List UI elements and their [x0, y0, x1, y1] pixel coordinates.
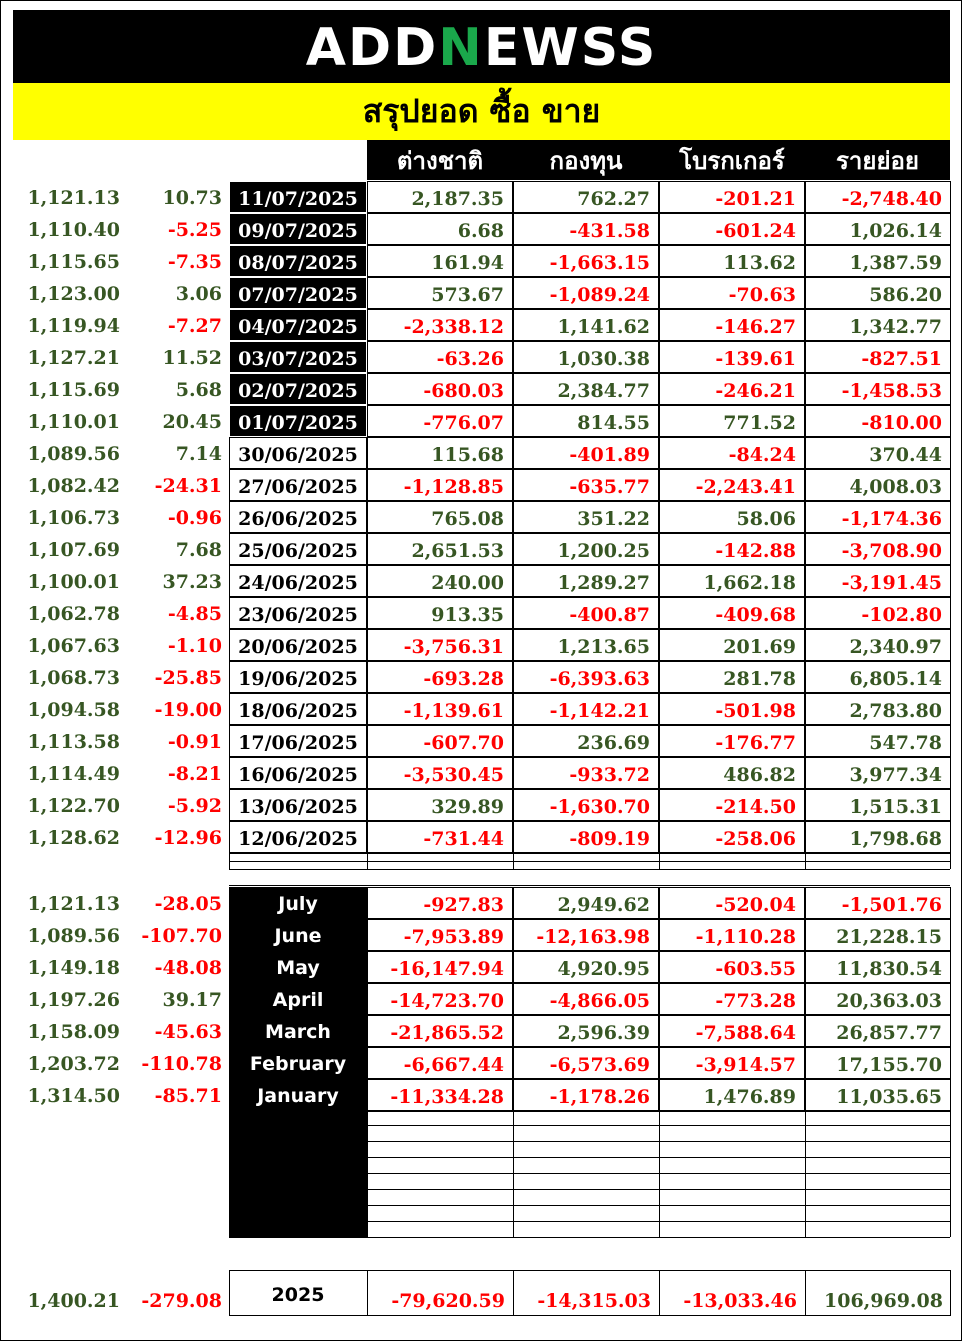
month-label: April [229, 983, 367, 1015]
grid-line [950, 1111, 951, 1237]
foreign-value: 161.94 [367, 245, 513, 277]
change-value: 10.73 [162, 187, 222, 209]
foreign-value: -3,530.45 [367, 757, 513, 789]
month-label: January [229, 1079, 367, 1111]
foreign-value: -1,128.85 [367, 469, 513, 501]
index-value: 1,062.78 [27, 603, 120, 625]
table-row [0, 405, 964, 437]
retail-value: 2,340.97 [805, 629, 951, 661]
foreign-value: -14,723.70 [367, 983, 513, 1015]
retail-value: -810.00 [805, 405, 951, 437]
foreign-value: -7,953.89 [367, 919, 513, 951]
fund-value: 2,384.77 [513, 373, 659, 405]
retail-value: 6,805.14 [805, 661, 951, 693]
change-value: -7.27 [167, 315, 222, 337]
change-value: -0.96 [167, 507, 222, 529]
date-cell: 19/06/2025 [229, 661, 367, 693]
index-value: 1,203.72 [27, 1053, 120, 1075]
change-value: -8.21 [167, 763, 222, 785]
table-row [0, 1047, 964, 1079]
foreign-value: 6.68 [367, 213, 513, 245]
spacer-line [659, 853, 660, 869]
index-value: 1,121.13 [27, 187, 120, 209]
change-value: -28.05 [154, 893, 222, 915]
monthly-top-line [229, 885, 950, 886]
fund-value: 1,200.25 [513, 533, 659, 565]
table-row [0, 983, 964, 1015]
broker-value: -84.24 [659, 437, 805, 469]
retail-value: 1,342.77 [805, 309, 951, 341]
spacer-line [950, 853, 951, 869]
date-cell: 09/07/2025 [229, 213, 367, 245]
broker-value: -7,588.64 [659, 1015, 805, 1047]
broker-value: -501.98 [659, 693, 805, 725]
fund-value: -4,866.05 [513, 983, 659, 1015]
foreign-value: 2,187.35 [367, 181, 513, 213]
date-cell: 13/06/2025 [229, 789, 367, 821]
broker-value: 281.78 [659, 661, 805, 693]
table-row [0, 533, 964, 565]
broker-value: -3,914.57 [659, 1047, 805, 1079]
broker-value: -773.28 [659, 983, 805, 1015]
table-row [0, 469, 964, 501]
change-value: -85.71 [154, 1085, 222, 1107]
change-value: -19.00 [154, 699, 222, 721]
foreign-value: 573.67 [367, 277, 513, 309]
grid-line [367, 1111, 368, 1237]
fund-value: 236.69 [513, 725, 659, 757]
fund-value: -809.19 [513, 821, 659, 853]
yearly-broker: -13,033.46 [683, 1290, 797, 1312]
fund-value: 1,289.27 [513, 565, 659, 597]
broker-value: 1,476.89 [659, 1079, 805, 1111]
index-value: 1,068.73 [27, 667, 120, 689]
table-row [0, 565, 964, 597]
retail-value: 3,977.34 [805, 757, 951, 789]
change-value: -0.91 [167, 731, 222, 753]
month-label: February [229, 1047, 367, 1079]
index-value: 1,094.58 [27, 699, 120, 721]
fund-value: -400.87 [513, 597, 659, 629]
retail-value: 2,783.80 [805, 693, 951, 725]
index-value: 1,114.49 [27, 763, 120, 785]
spacer-line [229, 853, 950, 854]
change-value: 3.06 [175, 283, 222, 305]
retail-value: 1,515.31 [805, 789, 951, 821]
yearly-index: 1,400.21 [27, 1290, 120, 1312]
retail-value: 26,857.77 [805, 1015, 951, 1047]
col-header-foreign: ต่างชาติ [367, 140, 513, 180]
broker-value: 201.69 [659, 629, 805, 661]
month-label: July [229, 887, 367, 919]
fund-value: -401.89 [513, 437, 659, 469]
broker-value: -409.68 [659, 597, 805, 629]
date-cell: 25/06/2025 [229, 533, 367, 565]
page-title: สรุปยอด ซื้อ ขาย [362, 92, 601, 130]
change-value: -107.70 [141, 925, 222, 947]
index-value: 1,115.69 [27, 379, 120, 401]
col-header-fund: กองทุน [513, 140, 659, 180]
month-label-fill [229, 1111, 367, 1238]
index-value: 1,067.63 [27, 635, 120, 657]
fund-value: -6,573.69 [513, 1047, 659, 1079]
broker-value: 58.06 [659, 501, 805, 533]
foreign-value: -16,147.94 [367, 951, 513, 983]
index-value: 1,107.69 [27, 539, 120, 561]
yearly-foreign: -79,620.59 [391, 1290, 505, 1312]
retail-value: 586.20 [805, 277, 951, 309]
date-cell: 04/07/2025 [229, 309, 367, 341]
broker-value: -1,110.28 [659, 919, 805, 951]
foreign-value: 2,651.53 [367, 533, 513, 565]
change-value: -7.35 [167, 251, 222, 273]
retail-value: -1,174.36 [805, 501, 951, 533]
foreign-value: -731.44 [367, 821, 513, 853]
retail-value: 4,008.03 [805, 469, 951, 501]
yearly-fund: -14,315.03 [537, 1290, 651, 1312]
index-value: 1,082.42 [27, 475, 120, 497]
table-row [0, 309, 964, 341]
index-value: 1,115.65 [27, 251, 120, 273]
month-label: March [229, 1015, 367, 1047]
date-cell: 07/07/2025 [229, 277, 367, 309]
broker-value: -139.61 [659, 341, 805, 373]
change-value: -1.10 [167, 635, 222, 657]
table-row [0, 789, 964, 821]
table-row [0, 919, 964, 951]
yearly-label: 2025 [271, 1284, 325, 1306]
table-row [0, 181, 964, 213]
table-row [0, 213, 964, 245]
fund-value: 351.22 [513, 501, 659, 533]
grid-line [805, 1111, 806, 1237]
index-value: 1,113.58 [27, 731, 120, 753]
index-value: 1,106.73 [27, 507, 120, 529]
table-row [0, 341, 964, 373]
broker-value: -246.21 [659, 373, 805, 405]
spacer-line [367, 853, 368, 869]
retail-value: -1,501.76 [805, 887, 951, 919]
fund-value: -635.77 [513, 469, 659, 501]
spacer-line [229, 853, 230, 869]
foreign-value: -6,667.44 [367, 1047, 513, 1079]
foreign-value: -21,865.52 [367, 1015, 513, 1047]
foreign-value: 329.89 [367, 789, 513, 821]
retail-value: -1,458.53 [805, 373, 951, 405]
date-cell: 26/06/2025 [229, 501, 367, 533]
yearly-row [0, 1270, 964, 1316]
table-row [0, 437, 964, 469]
date-cell: 24/06/2025 [229, 565, 367, 597]
index-value: 1,121.13 [27, 893, 120, 915]
foreign-value: -607.70 [367, 725, 513, 757]
index-value: 1,149.18 [27, 957, 120, 979]
change-value: 39.17 [162, 989, 222, 1011]
index-value: 1,197.26 [27, 989, 120, 1011]
foreign-value: -1,139.61 [367, 693, 513, 725]
broker-value: -2,243.41 [659, 469, 805, 501]
change-value: 37.23 [162, 571, 222, 593]
foreign-value: -776.07 [367, 405, 513, 437]
retail-value: 11,035.65 [805, 1079, 951, 1111]
broker-value: -146.27 [659, 309, 805, 341]
date-cell: 12/06/2025 [229, 821, 367, 853]
retail-value: -102.80 [805, 597, 951, 629]
index-value: 1,123.00 [27, 283, 120, 305]
date-cell: 23/06/2025 [229, 597, 367, 629]
index-value: 1,158.09 [27, 1021, 120, 1043]
brand-header [13, 10, 950, 83]
foreign-value: 115.68 [367, 437, 513, 469]
retail-value: 1,387.59 [805, 245, 951, 277]
date-cell: 03/07/2025 [229, 341, 367, 373]
fund-value: 1,030.38 [513, 341, 659, 373]
change-value: -25.85 [154, 667, 222, 689]
date-cell: 02/07/2025 [229, 373, 367, 405]
retail-value: -3,708.90 [805, 533, 951, 565]
index-value: 1,089.56 [27, 443, 120, 465]
table-row [0, 629, 964, 661]
change-value: 20.45 [162, 411, 222, 433]
index-value: 1,100.01 [27, 571, 120, 593]
spacer-line [513, 853, 514, 869]
fund-value: 814.55 [513, 405, 659, 437]
broker-value: 771.52 [659, 405, 805, 437]
retail-value: 21,228.15 [805, 919, 951, 951]
broker-value: -176.77 [659, 725, 805, 757]
fund-value: 2,949.62 [513, 887, 659, 919]
index-value: 1,089.56 [27, 925, 120, 947]
change-value: -4.85 [167, 603, 222, 625]
change-value: 7.14 [175, 443, 222, 465]
table-row [0, 597, 964, 629]
change-value: -5.92 [167, 795, 222, 817]
table-row [0, 277, 964, 309]
spacer-line [805, 853, 806, 869]
change-value: -45.63 [154, 1021, 222, 1043]
month-label: June [229, 919, 367, 951]
index-value: 1,314.50 [27, 1085, 120, 1107]
fund-value: 1,213.65 [513, 629, 659, 661]
index-value: 1,110.01 [27, 411, 120, 433]
date-cell: 17/06/2025 [229, 725, 367, 757]
yearly-change: -279.08 [141, 1290, 222, 1312]
broker-value: -258.06 [659, 821, 805, 853]
fund-value: -431.58 [513, 213, 659, 245]
broker-value: -142.88 [659, 533, 805, 565]
change-value: -48.08 [154, 957, 222, 979]
fund-value: 1,141.62 [513, 309, 659, 341]
retail-value: 17,155.70 [805, 1047, 951, 1079]
retail-value: 20,363.03 [805, 983, 951, 1015]
spacer-line [229, 861, 950, 862]
index-value: 1,128.62 [27, 827, 120, 849]
grid-line [659, 1111, 660, 1237]
col-header-retail: รายย่อย [805, 140, 950, 180]
table-row [0, 951, 964, 983]
retail-value: 1,026.14 [805, 213, 951, 245]
index-value: 1,122.70 [27, 795, 120, 817]
retail-value: -2,748.40 [805, 181, 951, 213]
foreign-value: -693.28 [367, 661, 513, 693]
broker-value: 486.82 [659, 757, 805, 789]
table-row [0, 757, 964, 789]
broker-value: 1,662.18 [659, 565, 805, 597]
foreign-value: -2,338.12 [367, 309, 513, 341]
date-cell: 11/07/2025 [229, 181, 367, 213]
broker-value: -201.21 [659, 181, 805, 213]
fund-value: -12,163.98 [513, 919, 659, 951]
broker-value: -70.63 [659, 277, 805, 309]
retail-value: 11,830.54 [805, 951, 951, 983]
change-value: -12.96 [154, 827, 222, 849]
broker-value: -214.50 [659, 789, 805, 821]
foreign-value: 240.00 [367, 565, 513, 597]
broker-value: 113.62 [659, 245, 805, 277]
grid-line [367, 1237, 950, 1238]
table-row [0, 1015, 964, 1047]
date-cell: 08/07/2025 [229, 245, 367, 277]
fund-value: -6,393.63 [513, 661, 659, 693]
table-row [0, 1079, 964, 1111]
change-value: -110.78 [141, 1053, 222, 1075]
retail-value: -827.51 [805, 341, 951, 373]
index-value: 1,127.21 [27, 347, 120, 369]
change-value: -24.31 [154, 475, 222, 497]
spacer-line [229, 869, 950, 870]
col-header-broker: โบรกเกอร์ [659, 140, 805, 180]
table-row [0, 887, 964, 919]
fund-value: 762.27 [513, 181, 659, 213]
fund-value: 4,920.95 [513, 951, 659, 983]
foreign-value: -3,756.31 [367, 629, 513, 661]
change-value: -5.25 [167, 219, 222, 241]
table-row [0, 373, 964, 405]
addnewss-logo: ADDNEWSS [305, 18, 658, 78]
change-value: 5.68 [175, 379, 222, 401]
index-value: 1,110.40 [27, 219, 120, 241]
change-value: 7.68 [175, 539, 222, 561]
title-banner [13, 83, 950, 140]
fund-value: -933.72 [513, 757, 659, 789]
date-cell: 27/06/2025 [229, 469, 367, 501]
fund-value: -1,178.26 [513, 1079, 659, 1111]
yearly-retail: 106,969.08 [824, 1290, 943, 1312]
date-cell: 18/06/2025 [229, 693, 367, 725]
foreign-value: -927.83 [367, 887, 513, 919]
date-cell: 01/07/2025 [229, 405, 367, 437]
broker-value: -520.04 [659, 887, 805, 919]
foreign-value: 765.08 [367, 501, 513, 533]
retail-value: 1,798.68 [805, 821, 951, 853]
index-value: 1,119.94 [27, 315, 120, 337]
broker-value: -603.55 [659, 951, 805, 983]
table-row [0, 693, 964, 725]
retail-value: 370.44 [805, 437, 951, 469]
fund-value: -1,089.24 [513, 277, 659, 309]
foreign-value: -63.26 [367, 341, 513, 373]
date-cell: 16/06/2025 [229, 757, 367, 789]
fund-value: -1,663.15 [513, 245, 659, 277]
date-cell: 20/06/2025 [229, 629, 367, 661]
date-cell: 30/06/2025 [229, 437, 367, 469]
retail-value: 547.78 [805, 725, 951, 757]
table-row [0, 821, 964, 853]
foreign-value: 913.35 [367, 597, 513, 629]
month-label: May [229, 951, 367, 983]
foreign-value: -11,334.28 [367, 1079, 513, 1111]
table-row [0, 245, 964, 277]
retail-value: -3,191.45 [805, 565, 951, 597]
fund-value: -1,142.21 [513, 693, 659, 725]
fund-value: -1,630.70 [513, 789, 659, 821]
table-row [0, 661, 964, 693]
table-row [0, 501, 964, 533]
table-row [0, 725, 964, 757]
broker-value: -601.24 [659, 213, 805, 245]
foreign-value: -680.03 [367, 373, 513, 405]
grid-line [513, 1111, 514, 1237]
change-value: 11.52 [162, 347, 222, 369]
fund-value: 2,596.39 [513, 1015, 659, 1047]
